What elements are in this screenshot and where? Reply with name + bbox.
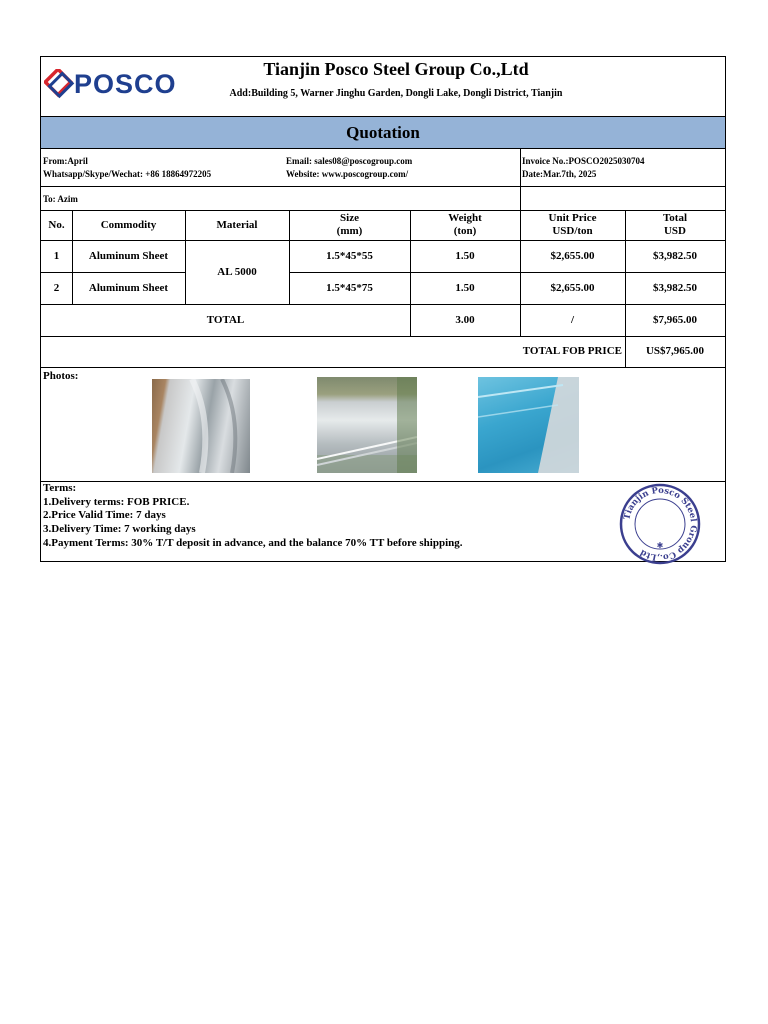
divider — [41, 336, 725, 337]
header-weight — [410, 210, 520, 240]
header-no: No. — [48, 218, 65, 231]
header-unit-price — [520, 210, 625, 240]
divider — [520, 148, 521, 210]
svg-text:Tianjin Posco Steel Group Co., — [622, 486, 698, 562]
header-weight-unit: (ton) — [453, 225, 477, 237]
row-2-no: 2 — [53, 281, 60, 294]
header-total-unit: USD — [663, 225, 686, 237]
terms-heading: Terms: — [43, 482, 77, 494]
fob-value: US$7,965.00 — [645, 345, 705, 357]
whatsapp-text: Whatsapp/Skype/Wechat: +86 18864972205 — [43, 169, 212, 179]
header-material: Material — [216, 218, 258, 231]
website-text: Website: www.poscogroup.com/ — [286, 169, 409, 179]
posco-logo — [44, 69, 184, 99]
total-weight: 3.00 — [455, 313, 475, 326]
divider — [41, 367, 725, 368]
row-1-no: 1 — [53, 249, 60, 262]
header-unit-price-label: Unit Price — [548, 212, 597, 224]
header-weight-label: Weight — [448, 212, 482, 224]
product-photo-1 — [152, 379, 250, 473]
photo-1-sheen-icon — [152, 379, 250, 473]
product-photo-2 — [317, 377, 417, 473]
company-seal — [618, 482, 702, 566]
divider — [41, 116, 725, 117]
quotation-sheet — [40, 56, 726, 562]
invoice-date: Date:Mar.7th, 2025 — [522, 169, 597, 179]
row-1-weight: 1.50 — [455, 249, 475, 262]
term-line: 3.Delivery Time: 7 working days — [43, 523, 196, 535]
doc-title: Quotation — [346, 123, 420, 142]
header-size-label: Size — [340, 212, 359, 224]
row-2-weight: 1.50 — [455, 281, 475, 294]
material-cell: AL 5000 — [217, 265, 257, 278]
row-1-unit-price: $2,655.00 — [550, 249, 595, 262]
logo-text: POSCO — [74, 69, 177, 99]
total-label: TOTAL — [206, 313, 245, 326]
photos-label: Photos: — [43, 370, 79, 382]
term-line: 2.Price Valid Time: 7 days — [43, 509, 166, 521]
row-2-size: 1.5*45*75 — [326, 281, 373, 294]
term-line: 1.Delivery terms: FOB PRICE. — [43, 496, 190, 508]
fob-label: TOTAL FOB PRICE — [522, 345, 622, 357]
invoice-number: Invoice No.:POSCO2025030704 — [522, 156, 645, 166]
company-address: Add:Building 5, Warner Jinghu Garden, Dongli Lake, Dongli District, Tianjin — [229, 88, 563, 99]
to-text: To: Azim — [43, 194, 78, 204]
email-text: Email: sales08@poscogroup.com — [286, 156, 413, 166]
from-text: From:April — [43, 156, 88, 166]
svg-text:✱: ✱ — [656, 541, 664, 550]
divider — [41, 186, 725, 187]
product-photo-3 — [478, 377, 579, 473]
header-commodity: Commodity — [100, 218, 157, 231]
photo-3-film-icon — [478, 377, 579, 473]
divider — [41, 148, 725, 149]
total-unit-price: / — [570, 313, 575, 326]
row-1-total: $3,982.50 — [653, 249, 697, 262]
seal-icon — [618, 482, 702, 566]
header-total-label: Total — [662, 212, 688, 224]
row-2-unit-price: $2,655.00 — [550, 281, 595, 294]
header-total — [625, 210, 725, 240]
row-2-total: $3,982.50 — [653, 281, 697, 294]
photo-2-stack-icon — [317, 377, 417, 473]
row-1-commodity: Aluminum Sheet — [88, 249, 169, 262]
header-size — [289, 210, 410, 240]
term-line: 4.Payment Terms: 30% T/T deposit in advance, and the balance 70% TT before shipping. — [43, 537, 463, 549]
company-name: Tianjin Posco Steel Group Co.,Ltd — [263, 59, 529, 79]
seal-text: Tianjin Posco Steel Group Co.,Ltd — [622, 485, 699, 563]
header-size-unit: (mm) — [336, 225, 363, 237]
row-1-size: 1.5*45*55 — [326, 249, 373, 262]
header-unit-price-unit: USD/ton — [552, 225, 593, 237]
row-2-commodity: Aluminum Sheet — [88, 281, 169, 294]
total-amount: $7,965.00 — [653, 313, 697, 326]
